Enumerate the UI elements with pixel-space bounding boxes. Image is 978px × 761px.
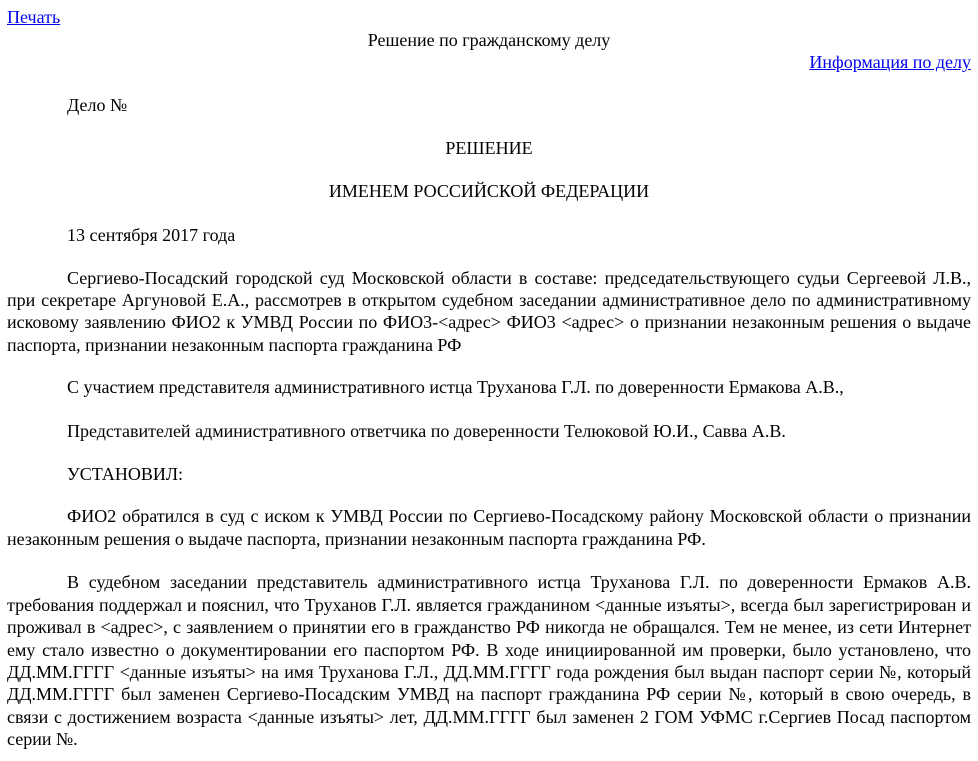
decision-title: РЕШЕНИЕ [445, 138, 533, 159]
hearing-paragraph: В судебном заседании представитель административного истца Труханова Г.Л. по доверенности Ермаков А.В. требования поддержал и пояснил, что Труханов Г.Л. является гражданином <данные изъяты>, всегда был зарегистрирован и проживал в <адрес>, с заявлением о принятии его в гражданство РФ никогда не обращался. Тем не менее, из сети Интернет ему стало известно о документировании его паспортом РФ. В ходе инициированной им проверки, было установлено, что ДД.ММ.ГГГГ <данные изъяты> на имя Труханова Г.Л., ДД.ММ.ГГГГ года рождения был выдан паспорт серии №, который ДД.ММ.ГГГГ был заменен Сергиево-Посадским УМВД на паспорт гражданина РФ серии №, который в свою очередь, в связи с достижением возраста <данные изъяты> лет, ДД.ММ.ГГГГ был заменен 2 ГОМ УФМС г.Сергиев Посад паспортом серии №. [7, 572, 971, 750]
plaintiff-representative-paragraph: С участием представителя административного истца Труханова Г.Л. по доверенности Ермакова А.В., [67, 377, 844, 398]
decision-subtitle: ИМЕНЕМ РОССИЙСКОЙ ФЕДЕРАЦИИ [328, 180, 650, 201]
claim-paragraph: ФИО2 обратился в суд с иском к УМВД России по Сергиево-Посадскому району Московской области о признании незаконным решения о выдаче паспорта, признании незаконным паспорта гражданина РФ. [7, 506, 971, 549]
court-composition-paragraph: Сергиево-Посадский городской суд Московской области в составе: председательствующего судьи Сергеевой Л.В., при секретаре Аргуновой Е.А., рассмотрев в открытом судебном заседании административное дело по административному исковому заявлению ФИО2 к УМВД России по ФИО3-<адрес> ФИО3 <адрес> о признании незаконным решения о выдаче паспорта, признании незаконным паспорта гражданина РФ [7, 267, 971, 355]
case-number: Дело № [67, 95, 128, 115]
document-body [7, 94, 971, 761]
document-heading: Решение по гражданскому делу [367, 30, 611, 50]
established-heading: УСТАНОВИЛ: [67, 464, 184, 485]
print-link[interactable]: Печать [7, 7, 61, 27]
defendant-representatives-paragraph: Представителей административного ответчика по доверенности Телюковой Ю.И., Савва А.В. [67, 420, 786, 441]
case-info-link[interactable]: Информация по делу [809, 52, 971, 72]
decision-date: 13 сентября 2017 года [67, 225, 236, 246]
